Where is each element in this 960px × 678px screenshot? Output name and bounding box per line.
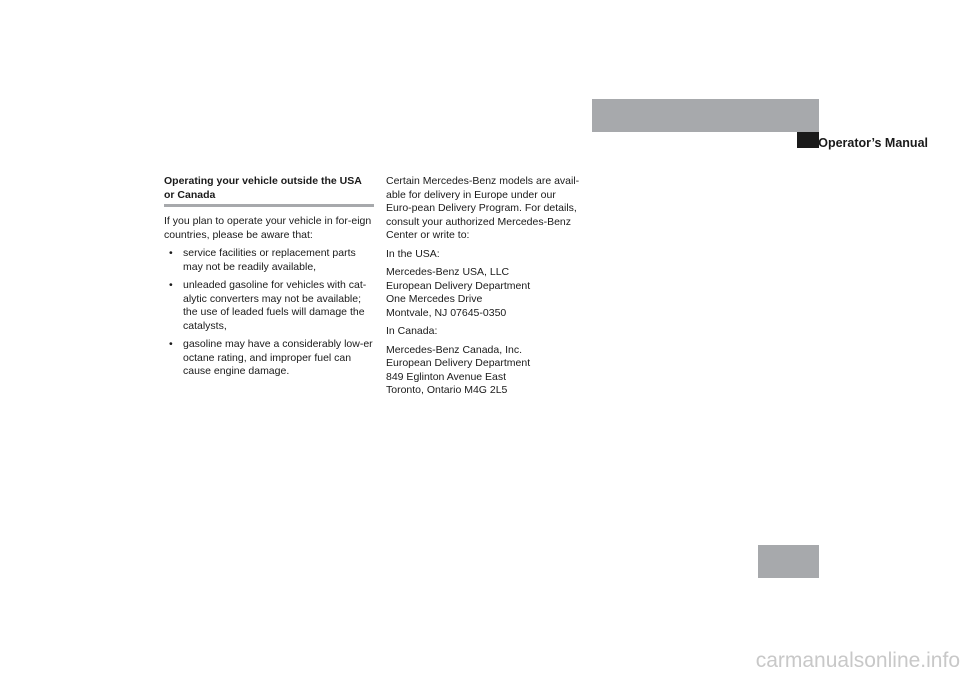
bullet-icon: • — [169, 279, 173, 291]
address-line: Mercedes-Benz USA, LLC — [386, 266, 510, 278]
list-item-text: unleaded gasoline for vehicles with cat-alytic converters may not be available; the use of leaded fuels will damage the catalysts, — [183, 279, 367, 332]
canada-label: In Canada: — [386, 325, 438, 337]
watermark: carmanualsonline.info — [755, 649, 960, 672]
address-line: Toronto, Ontario M4G 2L5 — [386, 384, 508, 396]
bullet-icon: • — [169, 338, 173, 350]
page-number: 13 — [914, 549, 928, 563]
manual-subtitle: Operator’s Manual — [818, 136, 928, 150]
section-marker — [797, 132, 819, 148]
address-line: Mercedes-Benz Canada, Inc. — [386, 343, 522, 356]
bullet-icon: • — [169, 247, 173, 259]
right-column — [386, 175, 582, 403]
section-heading: Operating your vehicle outside the USA or Canada — [164, 175, 374, 207]
list-item — [164, 279, 374, 333]
intro-paragraph: If you plan to operate your vehicle in for-eign countries, please be aware that: — [164, 215, 372, 241]
usa-address — [386, 266, 582, 320]
list-item-text: service facilities or replacement parts may not be readily available, — [183, 247, 356, 273]
left-column — [164, 175, 374, 384]
address-line: 849 Eglinton Avenue East — [386, 370, 507, 383]
address-line: European Delivery Department — [386, 279, 531, 292]
canada-address — [386, 344, 582, 398]
page-number-box — [758, 545, 819, 578]
bullet-list — [164, 247, 374, 379]
list-item — [164, 338, 374, 379]
section-title: Introduction — [854, 115, 927, 129]
list-item-text: gasoline may have a considerably low-er octane rating, and improper fuel can cause engine damage. — [183, 338, 373, 377]
address-line: Montvale, NJ 07645-0350 — [386, 306, 507, 319]
header-bar — [592, 99, 819, 132]
usa-label: In the USA: — [386, 247, 440, 260]
list-item — [164, 247, 374, 274]
address-line: One Mercedes Drive — [386, 293, 483, 305]
delivery-paragraph: Certain Mercedes-Benz models are avail-able for delivery in Europe under our Euro-pean Delivery Program. For details, consult your authorized Mercedes-Benz Center or write to: — [386, 175, 580, 241]
address-line: European Delivery Department — [386, 357, 531, 369]
